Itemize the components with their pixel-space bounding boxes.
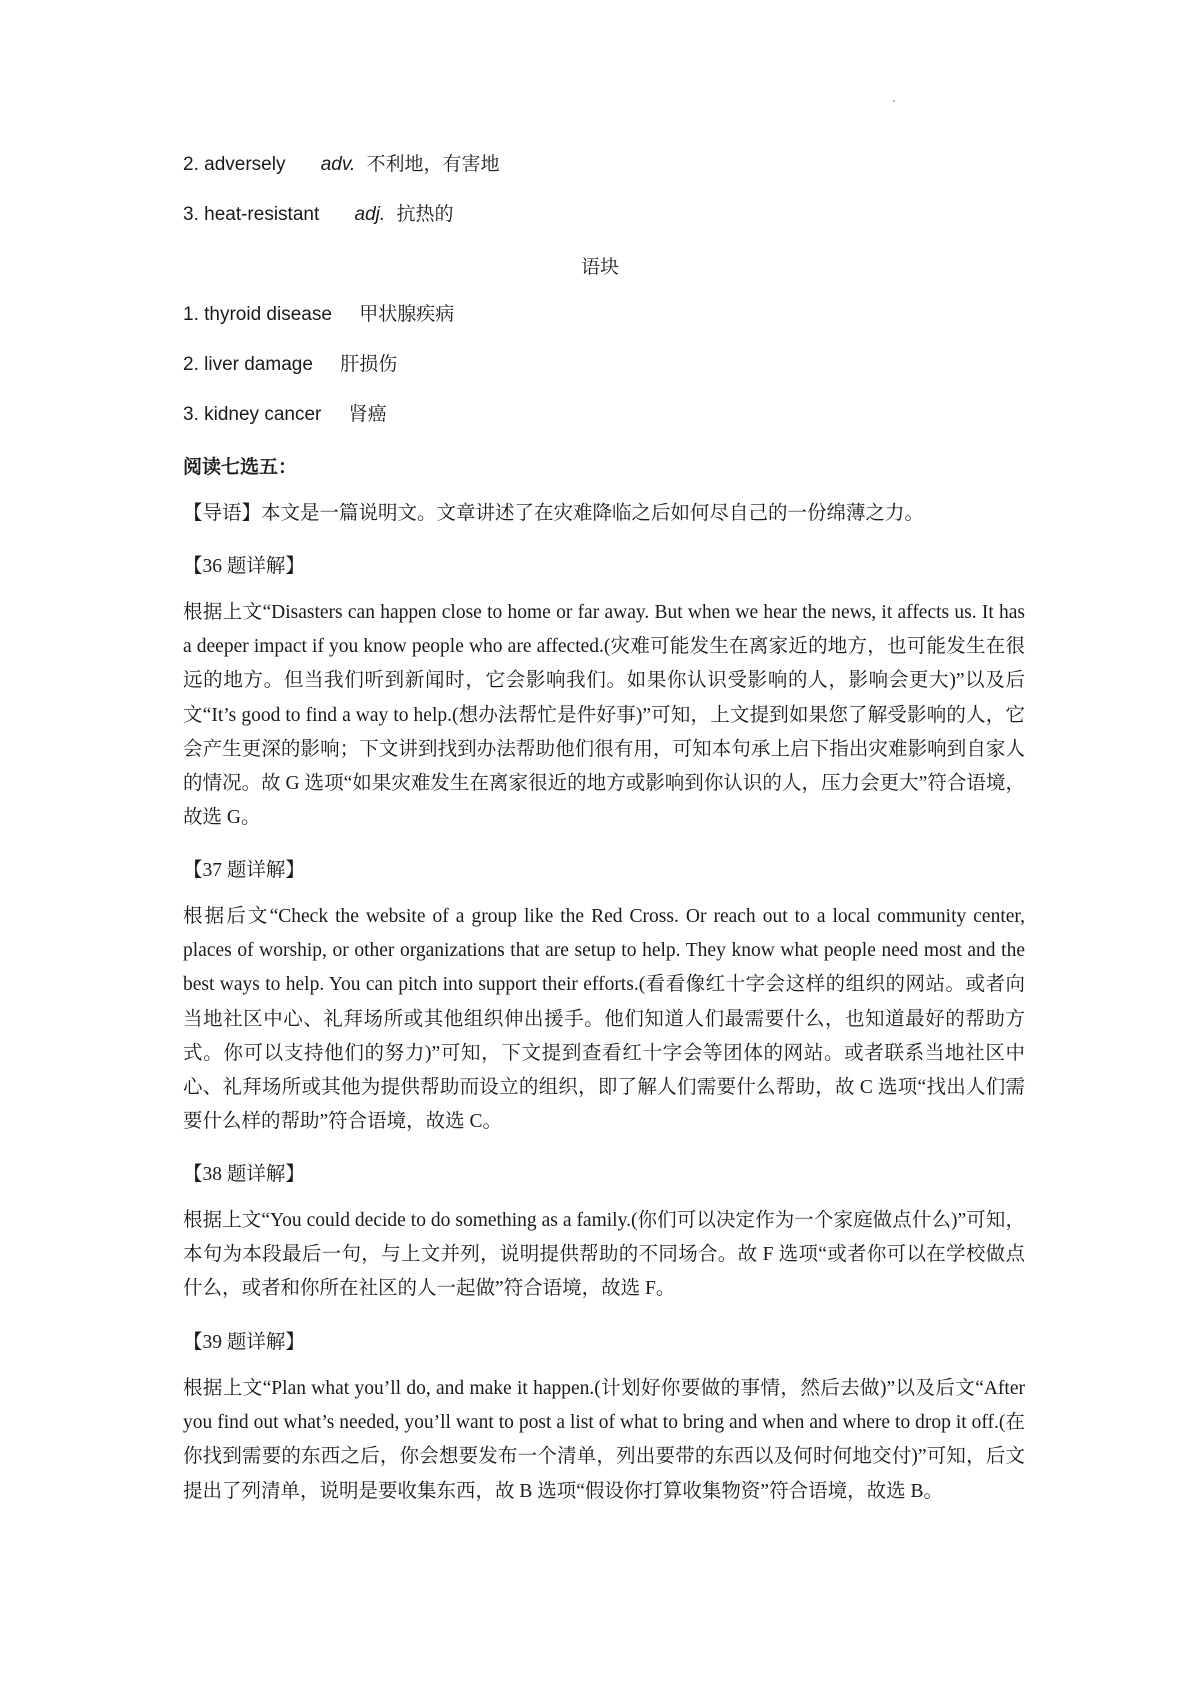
phrase-term: 2. liver damage xyxy=(183,354,313,375)
question-label: 【38 题详解】 xyxy=(183,1164,305,1185)
question-label: 【36 题详解】 xyxy=(183,556,305,577)
vocab-part-of-speech: adj. xyxy=(354,204,386,225)
question-explanation: 根据上文“You could decide to do something as a family.(你们可以决定作为一个家庭做点什么)”可知，本句为本段最后一句，与上文并列，说明提供帮助的不同场合。故 F 选项“或者你可以在学校做点什么，或者和你所在社区的人一起做”符合语境，故选 F。 xyxy=(183,1210,1025,1300)
phrase-term: 1. thyroid disease xyxy=(183,304,332,325)
question-explanation: 根据上文“Plan what you’ll do, and make it happen.(计划好你要做的事情，然后去做)”以及后文“After you find out what’s needed, you’ll want to post a list of what to bring and when and where to drop it off.(在你找到需要的东西之后，你会想要发布一个清单，列出要带的东西以及何时何地交付)”可知，后文提出了列清单，说明是要收集东西，故 B 选项“假设你打算收集物资”符合语境，故选 B。 xyxy=(183,1378,1025,1502)
phrase-meaning: 肾癌 xyxy=(348,403,387,425)
phrase-meaning: 甲状腺疾病 xyxy=(359,303,455,325)
question-label: 【37 题详解】 xyxy=(183,860,305,881)
stray-mark xyxy=(893,100,895,102)
phrase-item xyxy=(183,351,397,378)
vocab-term: 3. heat-resistant xyxy=(183,204,320,225)
phrase-item xyxy=(183,301,454,328)
vocab-meaning: 不利地，有害地 xyxy=(366,153,500,175)
vocab-term: 2. adversely xyxy=(183,154,286,175)
phrase-item xyxy=(183,401,387,428)
vocab-item xyxy=(183,201,453,228)
intro-paragraph: 【导语】本文是一篇说明文。文章讲述了在灾难降临之后如何尽自己的一份绵薄之力。 xyxy=(183,503,925,524)
section-title: 阅读七选五： xyxy=(183,456,298,478)
vocab-meaning: 抗热的 xyxy=(396,203,454,225)
vocab-item xyxy=(183,151,500,178)
phrase-meaning: 肝损伤 xyxy=(340,353,398,375)
question-explanation: 根据上文“Disasters can happen close to home or far away. But when we hear the news, it affects us. It has a deeper impact if you know people who are affected.(灾难可能发生在离家近的地方，也可能发生在很远的地方。但当我们听到新闻时，它会影响我们。如果你认识受影响的人，影响会更大)”以及后文“It’s good to find a way to help.(想办法帮忙是件好事)”可知，上文提到如果您了解受影响的人，它会产生更深的影响；下文讲到找到办法帮助他们很有用，可知本句承上启下指出灾难影响到自家人的情况。故 G 选项“如果灾难发生在离家很近的地方或影响到你认识的人，压力会更大”符合语境，故选 G。 xyxy=(183,602,1025,829)
question-label: 【39 题详解】 xyxy=(183,1332,305,1353)
phrase-term: 3. kidney cancer xyxy=(183,404,322,425)
vocab-part-of-speech: adv. xyxy=(320,154,356,175)
question-explanation: 根据后文“Check the website of a group like the Red Cross. Or reach out to a local community center, places of worship, or other organizations that are setup to help. They know what people need most and the best ways to help. You can pitch into support their efforts.(看看像红十字会这样的组织的网站。或者向当地社区中心、礼拜场所或其他组织伸出援手。他们知道人们最需要什么，也知道最好的帮助方式。你可以支持他们的努力)”可知，下文提到查看红十字会等团体的网站。或者联系当地社区中心、礼拜场所或其他为提供帮助而设立的组织，即了解人们需要什么帮助，故 C 选项“找出人们需要什么样的帮助”符合语境，故选 C。 xyxy=(183,906,1025,1133)
phrases-heading: 语块 xyxy=(580,256,619,278)
